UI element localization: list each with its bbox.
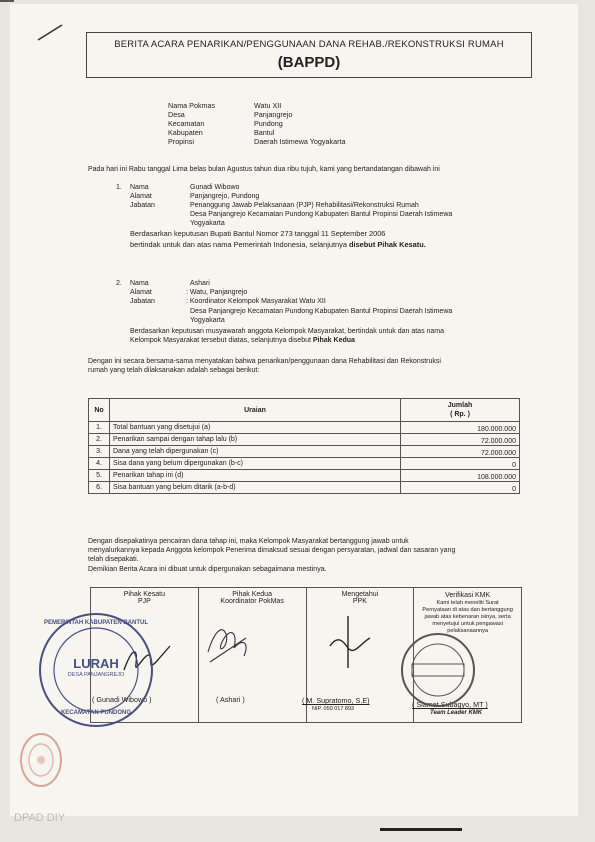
signer-name-gunadi: ( Gunadi Wibowo ) [92,695,152,704]
signer-position: PJP [137,598,151,605]
info-label: Desa [168,110,185,119]
info-label: Propinsi [168,137,194,146]
signature-ashari [200,612,264,672]
party2-jabatan-line2: Desa Panjangrejo Kecamatan Pundong Kabupaten Bantul Propinsi Daerah Istimewa [190,308,453,315]
row-amount: 0 [401,458,520,470]
village-stamp [36,610,156,730]
stamp-village: DESA PANJANGREJO [67,672,125,678]
disbursement-table [88,398,520,494]
verification-text: Kami telah meneliti Surat [436,600,499,606]
row-number: 3. [89,446,110,458]
table-row [89,470,520,482]
party1-alamat-value: Panjangrejo, Pundong [190,193,260,200]
party1-jabatan-line3: Yogyakarta [190,220,225,227]
party2-basis-line2 [130,336,355,345]
emblem-icon [18,732,64,788]
party1-jabatan-line2: Desa Panjangrejo Kecamatan Pundong Kabupaten Bantul Propinsi Daerah Istimewa [190,211,453,218]
signer-role: Mengetahui [341,591,379,598]
party2-nama-value: Ashari [190,280,210,287]
party1-nama-value: Gunadi Wibowo [190,184,240,191]
party1-basis-line1: Berdasarkan keputusan Bupati Bantul Nomor 273 tanggal 11 September 2006 [130,229,386,238]
info-value: Panjangrejo [254,110,293,119]
archive-watermark: DPAD DIY [14,812,66,824]
info-label: Nama Pokmas [168,101,216,110]
row-description: Dana yang telah dipergunakan (c) [110,446,401,458]
pen-mark [36,22,66,42]
scan-corner-mark [0,0,14,2]
column-header-jumlah [401,399,520,422]
party2-alamat-value: : Watu, Panjangrejo [186,289,248,296]
document-title-box [86,32,532,78]
row-amount: 72.000.000 [401,434,520,446]
page-marker [380,828,462,831]
party2-number: 2. [116,280,122,287]
agreement-line1: Dengan ini secara bersama-sama menyatakan bahwa penarikan/penggunaan dana Rehabilitasi dan Rekonstruksi [88,358,441,365]
info-label: Kabupaten [168,128,203,137]
row-amount: 180.000.000 [401,422,520,434]
signer-name-supratomo: ( M. Supratomo, S.E) [302,696,370,705]
closing-line4: Demikian Berita Acara ini dibuat untuk dipergunakan sebagaimana mestinya. [88,566,327,573]
stamp-ring-bottom: KECAMATAN PUNDONG [60,710,132,716]
row-amount: 0 [401,482,520,494]
signer-role: Pihak Kedua [232,591,272,598]
closing-line1: Dengan disepakatinya pencairan dana tahap ini, maka Kelompok Masyarakat bertanggung jawab untuk [88,538,409,545]
party2-jabatan-line3: Yogyakarta [190,317,225,324]
table-row [89,434,520,446]
row-number: 1. [89,422,110,434]
table-row [89,458,520,470]
column-header-uraian: Uraian [110,399,401,422]
row-number: 2. [89,434,110,446]
row-description: Sisa bantuan yang belum ditarik (a-b-d) [110,482,401,494]
signer-nip: NIP. 050 017 893 [312,706,355,712]
party1-alamat-label: Alamat [130,193,152,200]
table-row [89,422,520,434]
kmk-stamp [398,630,478,710]
signer-role: Pihak Kesatu [123,591,165,598]
party2-alamat-label: Alamat [130,289,152,296]
agreement-line2: rumah yang telah dilaksanakan adalah sebagai berikut: [88,367,260,374]
row-description: Penarikan tahap ini (d) [110,470,401,482]
jumlah-unit: ( Rp. ) [450,411,470,418]
party1-basis-line2 [130,240,426,249]
document-code: (BAPPD) [277,54,341,71]
signer-name-slamet: ( Slamet Subagyo, MT ) [412,700,488,709]
party1-jabatan-line1: Penanggung Jawab Pelaksanaan (PJP) Rehabilitasi/Rekonstruksi Rumah [190,202,419,209]
closing-line3: telah disepakati. [88,556,139,563]
party2-designation: Pihak Kedua [312,337,355,344]
signer-role-kmk: Team Leader KMK [430,710,483,716]
party1-nama-label: Nama [130,184,149,191]
stamp-title: LURAH [73,656,119,671]
stamp-ring-top: PEMERINTAH KABUPATEN BANTUL [44,620,148,626]
party1-jabatan-label: Jabatan [130,202,155,209]
party2-basis-line1: Berdasarkan keputusan musyawarah anggota Kelompok Masyarakat, bertindak untuk dan atas nama [130,328,445,335]
row-number: 4. [89,458,110,470]
party1-designation: disebut Pihak Kesatu. [349,240,426,249]
row-number: 5. [89,470,110,482]
party2-nama-label: Nama [130,280,149,287]
party2-jabatan-label: Jabatan [130,298,155,305]
info-value: Daerah Istimewa Yogyakarta [254,137,346,146]
party1-basis-text: bertindak untuk dan atas nama Pemerintah Indonesia, selanjutnya [130,240,347,249]
verification-text: menyetujui untuk pengawasi [432,621,503,627]
info-value: Watu XII [254,101,282,110]
party2-jabatan-line1: : Koordinator Kelompok Masyarakat Watu XII [186,298,326,305]
party2-basis-text: Kelompok Masyarakat tersebut diatas, selanjutnya disebut [130,337,311,344]
row-description: Penarikan sampai dengan tahap lalu (b) [110,434,401,446]
signer-role: Verifikasi KMK [445,592,491,599]
table-header-row [89,399,520,422]
closing-line2: menyalurkannya kepada Anggota kelompok Penerima dimaksud sesuai dengan persyaratan, jadwal dan sasaran yang [88,547,456,554]
table-row [89,482,520,494]
jumlah-label: Jumlah [447,402,473,409]
verification-text: pelaksanaannya [447,628,488,634]
signer-name-ashari: ( Ashari ) [216,695,245,704]
verification-text: jawab atas kebenaran isinya, serta [424,614,511,620]
party1-number: 1. [116,184,122,191]
info-label: Kecamatan [168,119,205,128]
document-title: BERITA ACARA PENARIKAN/PENGGUNAAN DANA REHAB./REKONSTRUKSI RUMAH [114,39,504,50]
info-value: Bantul [254,128,275,137]
signer-position: Koordinator PokMas [220,598,284,605]
table-row [89,446,520,458]
row-description: Total bantuan yang disetujui (a) [110,422,401,434]
intro-text: Pada hari ini Rabu tanggal Lima belas bulan Agustus tahun dua ribu tujuh, kami yang bertandatangan dibawah ini [88,166,440,173]
column-header-no: No [89,399,110,422]
row-amount: 72.000.000 [401,446,520,458]
signature-supratomo [318,612,378,672]
row-description: Sisa dana yang belum dipergunakan (b-c) [110,458,401,470]
info-value: Pundong [254,119,283,128]
location-block [168,101,488,151]
verification-text: Pernyataan di atas dan bertanggung [422,607,513,613]
row-number: 6. [89,482,110,494]
row-amount: 108.000.000 [401,470,520,482]
signer-position: PPK [352,598,367,605]
